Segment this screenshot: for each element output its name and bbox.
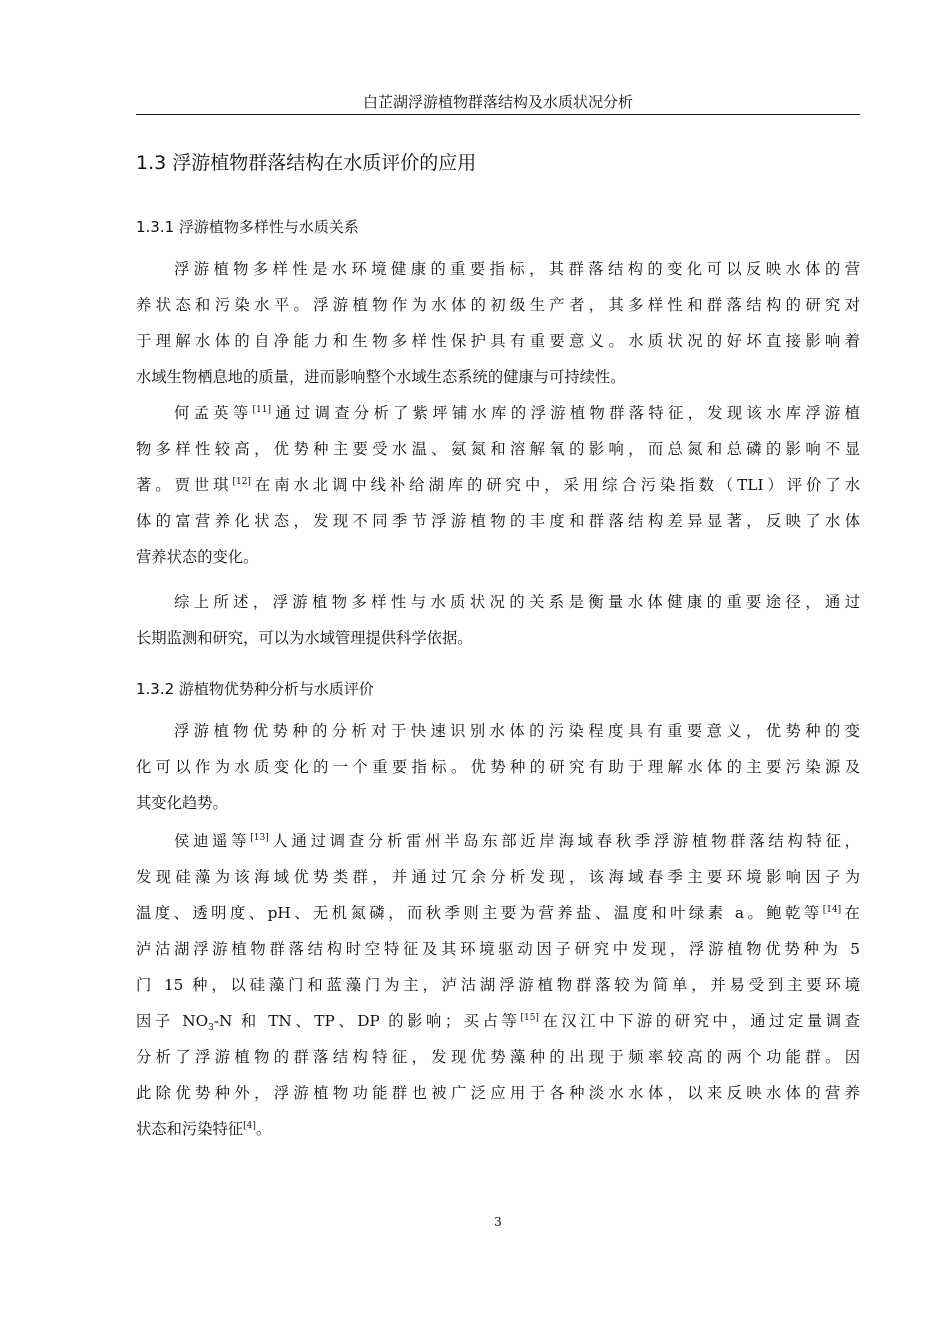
line-text: 侯迪遥等 (174, 832, 251, 850)
line-text: 温度、透明度、pH、无机氮磷，而秋季则主要为营养盐、温度和叶绿素 a。鲍乾等 (136, 904, 823, 922)
text-line: 物多样性较高，优势种主要受水温、氨氮和溶解氧的影响，而总氮和总磷的影响不显 (136, 440, 860, 458)
citation-ref: [4] (243, 1120, 256, 1131)
line-text: 因子 NO (136, 1012, 209, 1030)
text-line: 门 15 种，以硅藻门和蓝藻门为主，泸沽湖浮游植物群落较为简单，并易受到主要环境 (136, 976, 860, 994)
citation-ref: [14] (822, 904, 842, 915)
text-line: 于理解水体的自净能力和生物多样性保护具有重要意义。水质状况的好坏直接影响着 (136, 332, 860, 350)
subsection-heading-1: 1.3.1 浮游植物多样性与水质关系 (136, 218, 359, 236)
text-line: 体的富营养化状态，发现不同季节浮游植物的丰度和群落结构差异显著，反映了水体 (136, 512, 860, 530)
citation-ref: [11] (252, 404, 272, 415)
page-number: 3 (494, 1215, 502, 1229)
text-line: 其变化趋势。 (136, 794, 228, 812)
text-line: 此除优势种外，浮游植物功能群也被广泛应用于各种淡水水体，以来反映水体的营养 (136, 1084, 860, 1102)
text-line (136, 895, 860, 931)
text-line: 发现硅藻为该海域优势类群，并通过冗余分析发现，该海域春季主要环境影响因子为 (136, 868, 860, 886)
line-text: -N 和 TN、TP、DP 的影响；买占等 (213, 1012, 521, 1030)
citation-ref: [13] (250, 832, 269, 843)
paragraph-diversity-summary (136, 584, 860, 656)
paragraph-literature-diversity (136, 395, 860, 575)
text-line: 营养状态的变化。 (136, 548, 259, 566)
line-text: 在南水北调中线补给湖库的研究中，采用综合污染指数（TLI）评价了水 (250, 476, 860, 494)
line-text: 何孟英等 (174, 404, 253, 422)
line-text: 在 (841, 904, 860, 922)
line-text: 状态和污染特征 (136, 1120, 244, 1138)
text-line: 综上所述，浮游植物多样性与水质状况的关系是衡量水体健康的重要途径，通过 (174, 593, 860, 611)
line-text: 通过调查分析了紫坪铺水库的浮游植物群落特征，发现该水库浮游植 (271, 404, 860, 422)
text-line (136, 467, 860, 503)
line-text: 著。贾世琪 (136, 476, 233, 494)
line-text: 人通过调查分析雷州半岛东部近岸海域春秋季浮游植物群落结构特征， (268, 832, 860, 850)
text-line: 泸沽湖浮游植物群落结构时空特征及其环境驱动因子研究中发现，浮游植物优势种为 5 (136, 940, 860, 958)
paragraph-diversity-intro (136, 251, 860, 395)
text-line: 养状态和污染水平。浮游植物作为水体的初级生产者，其多样性和群落结构的研究对 (136, 296, 860, 314)
text-line (136, 823, 860, 859)
text-line: 长期监测和研究，可以为水域管理提供科学依据。 (136, 629, 473, 647)
subscript: 3 (208, 1023, 214, 1034)
running-header: 白芷湖浮游植物群落结构及水质状况分析 (362, 93, 633, 111)
section-heading: 1.3 浮游植物群落结构在水质评价的应用 (136, 152, 477, 174)
text-line: 分析了浮游植物的群落结构特征，发现优势藻种的出现于频率较高的两个功能群。因 (136, 1048, 860, 1066)
text-line: 水域生物栖息地的质量，进而影响整个水域生态系统的健康与可持续性。 (136, 368, 626, 386)
line-text: 在汉江中下游的研究中，通过定量调查 (538, 1012, 860, 1030)
paragraph-dominant-species-intro (136, 713, 860, 821)
citation-ref: [12] (232, 476, 251, 487)
text-line: 浮游植物优势种的分析对于快速识别水体的污染程度具有重要意义，优势种的变 (174, 722, 860, 740)
text-line (136, 1003, 860, 1039)
line-text: 。 (255, 1120, 272, 1138)
header-rule (136, 114, 860, 115)
paragraph-literature-dominant-species (136, 823, 860, 1147)
text-line: 浮游植物多样性是水环境健康的重要指标，其群落结构的变化可以反映水体的营 (174, 260, 860, 278)
subsection-heading-2: 1.3.2 游植物优势种分析与水质评价 (136, 680, 374, 698)
text-line: 化可以作为水质变化的一个重要指标。优势种的研究有助于理解水体的主要污染源及 (136, 758, 860, 776)
text-line (136, 395, 860, 431)
text-line (136, 1111, 860, 1147)
citation-ref: [15] (520, 1012, 539, 1023)
